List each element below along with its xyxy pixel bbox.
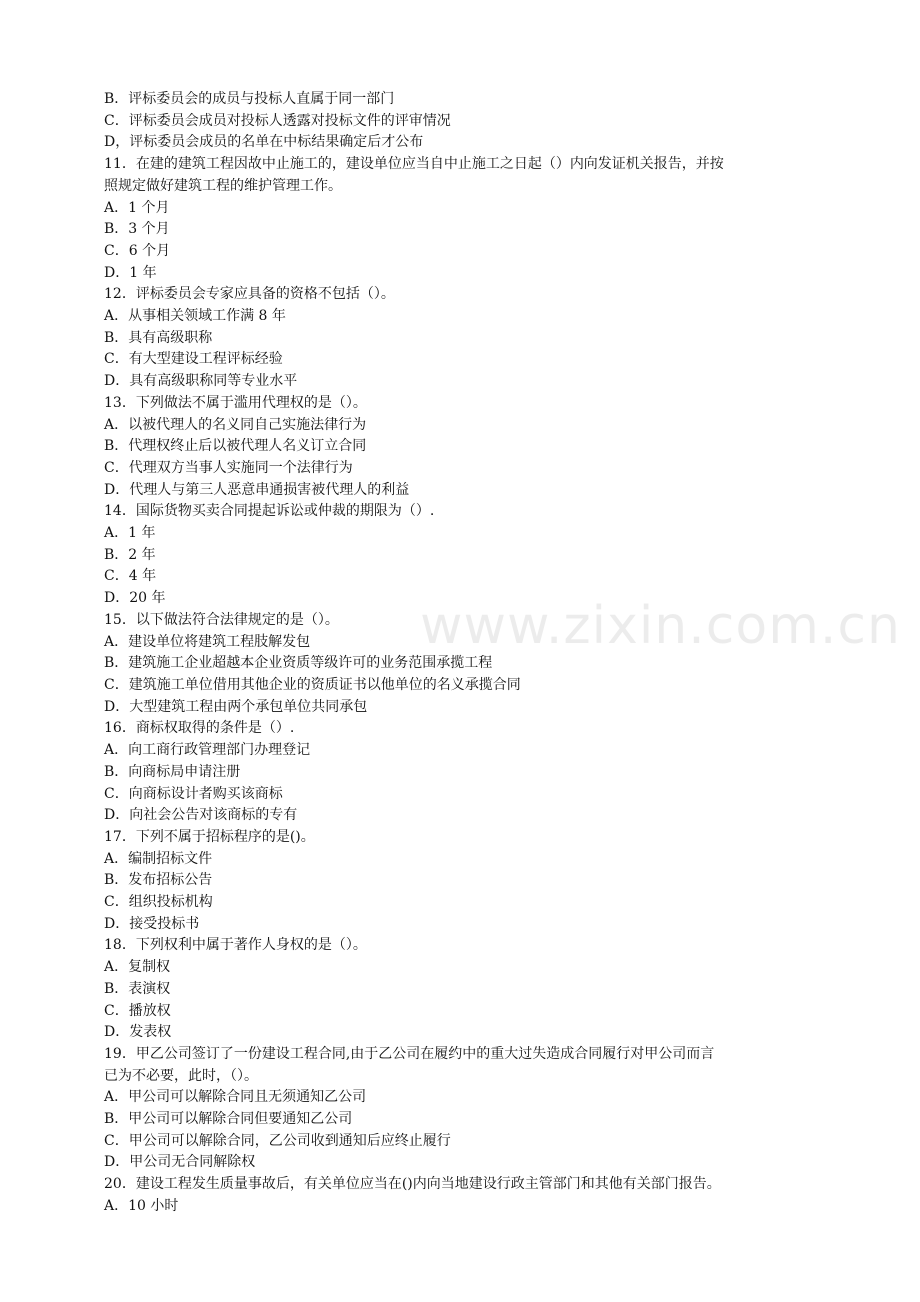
text-line: D．具有高级职称同等专业水平 [104, 373, 298, 390]
text-line: B．发布招标公告 [104, 872, 213, 889]
text-line: B．向商标局申请注册 [104, 763, 241, 780]
text-line: A．从事相关领域工作满 8 年 [104, 308, 286, 325]
text-line: C．播放权 [104, 1002, 171, 1019]
text-line: B．代理权终止后以被代理人名义订立合同 [104, 438, 367, 455]
text-line: C．4 年 [104, 568, 157, 585]
text-line: D．20 年 [104, 590, 166, 607]
text-line: B．建筑施工企业超越本企业资质等级许可的业务范围承揽工程 [104, 655, 493, 672]
text-line: C．代理双方当事人实施同一个法律行为 [104, 459, 353, 476]
text-line: D．甲公司无合同解除权 [104, 1154, 256, 1171]
text-line: 14．国际货物买卖合同提起诉讼或仲裁的期限为（）. [104, 503, 435, 520]
text-line: 15．以下做法符合法律规定的是（）。 [104, 611, 339, 628]
text-line: 18．下列权利中属于著作人身权的是（）。 [104, 937, 367, 954]
text-line: A．甲公司可以解除合同且无须通知乙公司 [104, 1089, 367, 1106]
text-line: 已为不必要，此时，（）。 [104, 1067, 258, 1084]
text-line: B．甲公司可以解除合同但要通知乙公司 [104, 1111, 353, 1128]
text-line: B．具有高级职称 [104, 329, 213, 346]
text-line: 16．商标权取得的条件是（）. [104, 720, 295, 737]
text-line: D．代理人与第三人恶意串通损害被代理人的利益 [104, 481, 410, 498]
text-line: 20．建设工程发生质量事故后，有关单位应当在()内向当地建设行政主管部门和其他有关部门报告。 [104, 1176, 721, 1193]
text-line: 19．甲乙公司签订了一份建设工程合同,由于乙公司在履约中的重大过失造成合同履行对甲公司而言 [104, 1045, 715, 1062]
text-line: A．向工商行政管理部门办理登记 [104, 742, 311, 759]
text-line: 17．下列不属于招标程序的是()。 [104, 828, 315, 845]
text-line: 11．在建的建筑工程因故中止施工的，建设单位应当自中止施工之日起（）内向发证机关报告，并按 [104, 156, 724, 173]
text-line: B．表演权 [104, 980, 171, 997]
text-line: C．6 个月 [104, 242, 171, 259]
text-line: C．有大型建设工程评标经验 [104, 351, 283, 368]
text-line: A．1 年 [104, 525, 156, 542]
text-line: C．甲公司可以解除合同，乙公司收到通知后应终止履行 [104, 1132, 451, 1149]
document-body [104, 89, 824, 1218]
text-line: C．组织投标机构 [104, 894, 213, 911]
text-line: 13．下列做法不属于滥用代理权的是（）。 [104, 394, 367, 411]
text-line: C．评标委员会成员对投标人透露对投标文件的评审情况 [104, 112, 451, 129]
text-line: D．发表权 [104, 1024, 172, 1041]
text-line: B．2 年 [104, 546, 156, 563]
text-line: A．编制招标文件 [104, 850, 213, 867]
text-line: B．3 个月 [104, 221, 170, 238]
text-line: D．大型建筑工程由两个承包单位共同承包 [104, 698, 368, 715]
text-line: D．1 年 [104, 264, 157, 281]
text-line: D，评标委员会成员的名单在中标结果确定后才公布 [104, 134, 424, 151]
text-line: B．评标委员会的成员与投标人直属于同一部门 [104, 91, 395, 107]
text-line: D．向社会公告对该商标的专有 [104, 807, 298, 824]
text-line: C．建筑施工单位借用其他企业的资质证书以他单位的名义承揽合同 [104, 676, 521, 693]
text-line: 12．评标委员会专家应具备的资格不包括（）。 [104, 286, 395, 303]
text-line: A．复制权 [104, 959, 171, 976]
text-line: 照规定做好建筑工程的维护管理工作。 [104, 177, 342, 194]
text-line: A．建设单位将建筑工程肢解发包 [104, 633, 311, 650]
text-line: A．10 小时 [104, 1197, 179, 1214]
text-line: A．以被代理人的名义同自己实施法律行为 [104, 416, 367, 433]
text-line: D．接受投标书 [104, 915, 200, 932]
text-line: A．1 个月 [104, 199, 170, 216]
text-line: C．向商标设计者购买该商标 [104, 785, 283, 802]
watermark: www.zixin.com.cn [420, 596, 901, 656]
